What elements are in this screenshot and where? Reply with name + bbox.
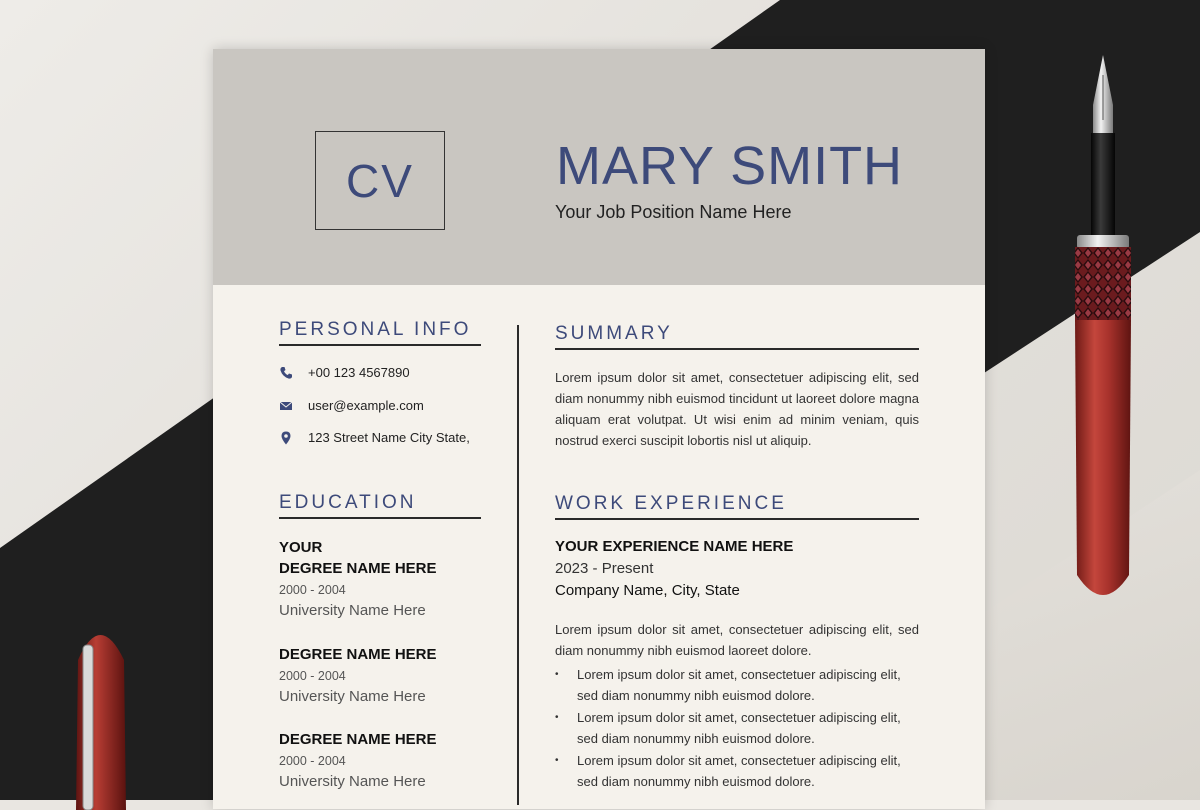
address-text: 123 Street Name City State, — [308, 430, 470, 445]
experience-bullets — [555, 664, 919, 793]
job-position: Your Job Position Name Here — [555, 202, 792, 222]
location-pin-icon — [279, 431, 293, 445]
degree-years: 2000 - 2004 — [279, 583, 346, 597]
experience-company: Company Name, City, State — [555, 582, 740, 599]
work-experience-title: WORK EXPERIENCE — [555, 493, 919, 520]
contact-email — [279, 398, 424, 413]
university-name: University Name Here — [279, 602, 426, 619]
column-divider — [517, 325, 519, 805]
education-item — [279, 644, 437, 707]
contact-address — [279, 430, 470, 445]
email-text: user@example.com — [308, 398, 424, 413]
fountain-pen-icon — [1073, 55, 1133, 610]
experience-dates: 2023 - Present — [555, 560, 654, 577]
pen-cap-icon — [70, 620, 132, 810]
degree-name: DEGREE NAME HERE — [279, 731, 437, 748]
degree-name: DEGREE NAME HERE — [279, 560, 437, 577]
resume-header — [213, 49, 985, 285]
degree-years: 2000 - 2004 — [279, 754, 346, 768]
contact-phone — [279, 365, 410, 380]
email-icon — [279, 399, 293, 413]
list-item: • Lorem ipsum dolor sit amet, consectetuer adipiscing elit, sed diam nonummy nibh euismod dolore. — [555, 664, 919, 706]
experience-position: YOUR EXPERIENCE NAME HERE — [555, 538, 794, 555]
summary-title: SUMMARY — [555, 323, 919, 350]
degree-line1: YOUR — [279, 539, 323, 556]
education-item — [279, 729, 437, 792]
resume-page — [213, 49, 985, 809]
university-name: University Name Here — [279, 773, 426, 790]
education-title: EDUCATION — [279, 492, 481, 519]
list-item: • Lorem ipsum dolor sit amet, consectetuer adipiscing elit, sed diam nonummy nibh euismod dolore. — [555, 750, 919, 792]
university-name: University Name Here — [279, 688, 426, 705]
phone-text: +00 123 4567890 — [308, 365, 410, 380]
resume-name: MARY SMITH — [556, 136, 904, 196]
experience-description: Lorem ipsum dolor sit amet, consectetuer adipiscing elit, sed diam nonummy nibh euismod laoreet dolore. — [555, 622, 919, 658]
education-item — [279, 537, 437, 621]
list-item: • Lorem ipsum dolor sit amet, consectetuer adipiscing elit, sed diam nonummy nibh euismod dolore. — [555, 707, 919, 749]
degree-name: DEGREE NAME HERE — [279, 646, 437, 663]
summary-text: Lorem ipsum dolor sit amet, consectetuer adipiscing elit, sed diam nonummy nibh euismod tincidunt ut laoreet dolore magna aliquam erat volutpat. Ut wisi enim ad minim veniam, quis nostrud exerci suscipit lobortis nisl ut aliquip. — [555, 370, 919, 448]
cv-monogram: CV — [315, 131, 445, 230]
degree-years: 2000 - 2004 — [279, 669, 346, 683]
personal-info-title: PERSONAL INFO — [279, 319, 481, 346]
phone-icon — [279, 366, 293, 380]
